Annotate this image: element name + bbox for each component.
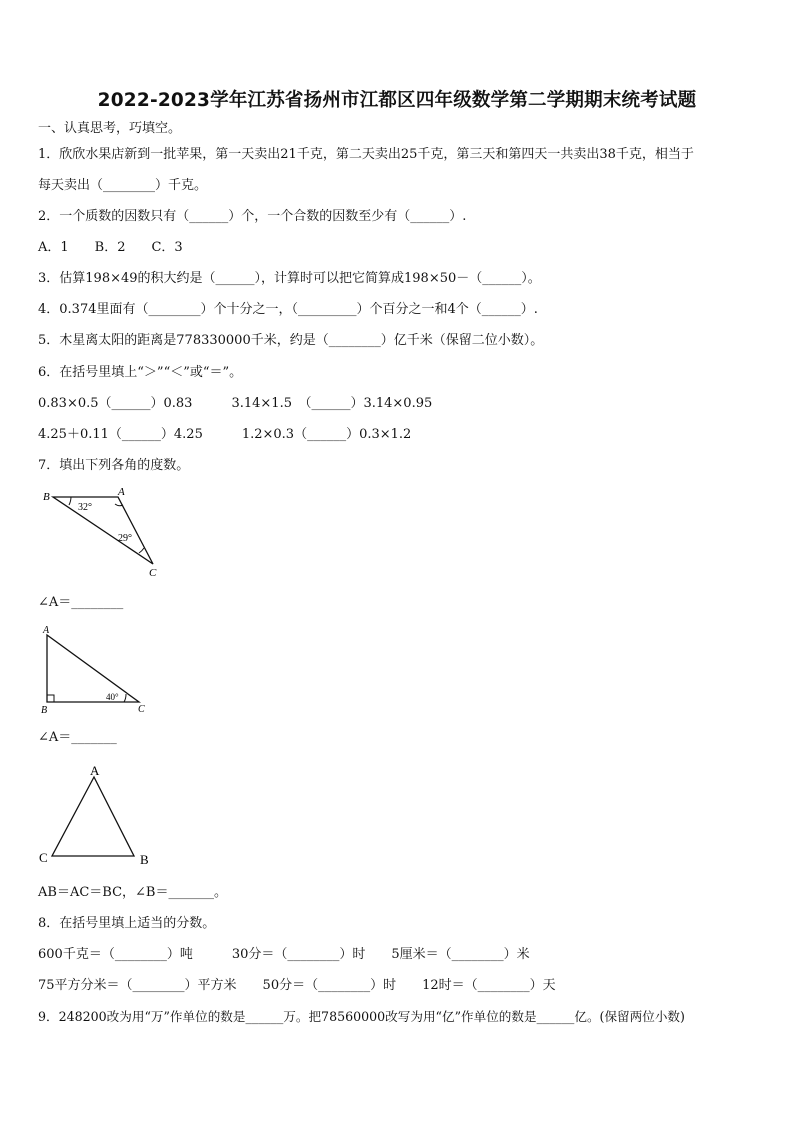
angle-c-value: 40° xyxy=(106,692,119,702)
triangle-2-shape xyxy=(47,635,139,702)
angle-b-arc xyxy=(69,497,71,505)
vertex-label-b: B xyxy=(140,852,149,867)
question-9: 9．248200改为用“万”作单位的数是______万。把78560000改写为用“亿”作单位的数是______亿。(保留两位小数) xyxy=(38,1009,685,1024)
question-4: 4．0.374里面有（________）个十分之一，（_________）个百分之一和4个（______）. xyxy=(38,302,538,317)
section-heading: 一、认真思考，巧填空。 xyxy=(38,121,182,136)
question-7: 7．填出下列各角的度数。 xyxy=(38,458,190,473)
question-3: 3．估算198×49的积大约是（______），计算时可以把它简算成198×50－（______）。 xyxy=(38,271,541,286)
vertex-label-a: A xyxy=(90,763,100,778)
question-6: 6．在括号里填上“＞”“＜”或“＝”。 xyxy=(38,365,243,380)
angle-c-arc xyxy=(124,694,126,702)
triangle-figure-3 xyxy=(36,760,156,868)
vertex-label-b: B xyxy=(43,491,50,503)
triangle-1-shape xyxy=(53,497,153,564)
vertex-label-c: C xyxy=(138,704,145,715)
question-5: 5．木星离太阳的距离是778330000千米，约是（________）亿千米（保留二位小数）。 xyxy=(38,333,544,348)
question-7-answer-3: AB＝AC＝BC，∠B＝_______。 xyxy=(38,885,227,900)
right-angle-mark xyxy=(47,695,54,702)
question-8-row-2: 75平方分米＝（________）平方米 50分＝（________）时 12时＝（________）天 xyxy=(38,978,556,993)
vertex-label-b: B xyxy=(41,705,48,716)
question-2-options: A．1 B．2 C．3 xyxy=(38,240,183,255)
question-1-line-1: 1．欣欣水果店新到一批苹果，第一天卖出21千克，第二天卖出25千克，第三天和第四天一共卖出38千克，相当于 xyxy=(38,147,694,162)
triangle-figure-1 xyxy=(38,484,168,580)
question-1-line-2: 每天卖出（________）千克。 xyxy=(38,178,208,193)
angle-c-arc xyxy=(139,548,144,553)
question-8: 8．在括号里填上适当的分数。 xyxy=(38,916,216,931)
vertex-label-a: A xyxy=(43,625,50,636)
vertex-label-c: C xyxy=(149,567,157,579)
angle-c-value: 29° xyxy=(118,533,132,544)
question-7-answer-1: ∠A＝________ xyxy=(38,595,124,610)
triangle-3-shape xyxy=(52,777,134,856)
page-title: 2022-2023学年江苏省扬州市江都区四年级数学第二学期期末统考试题 xyxy=(97,90,697,111)
question-2: 2．一个质数的因数只有（______）个，一个合数的因数至少有（______）. xyxy=(38,209,467,224)
question-6-row-2: 4.25＋0.11（______）4.25 1.2×0.3（______）0.3×1.2 xyxy=(38,427,412,442)
angle-b-value: 32° xyxy=(78,502,92,513)
vertex-label-c: C xyxy=(39,850,48,865)
triangle-figure-2 xyxy=(38,622,158,718)
vertex-label-a: A xyxy=(118,486,125,498)
question-7-answer-2: ∠A＝_______ xyxy=(38,730,117,745)
question-6-row-1: 0.83×0.5（______）0.83 3.14×1.5 （______）3.14×0.95 xyxy=(38,396,433,411)
question-8-row-1: 600千克＝（________）吨 30分＝（________）时 5厘米＝（________）米 xyxy=(38,947,530,962)
